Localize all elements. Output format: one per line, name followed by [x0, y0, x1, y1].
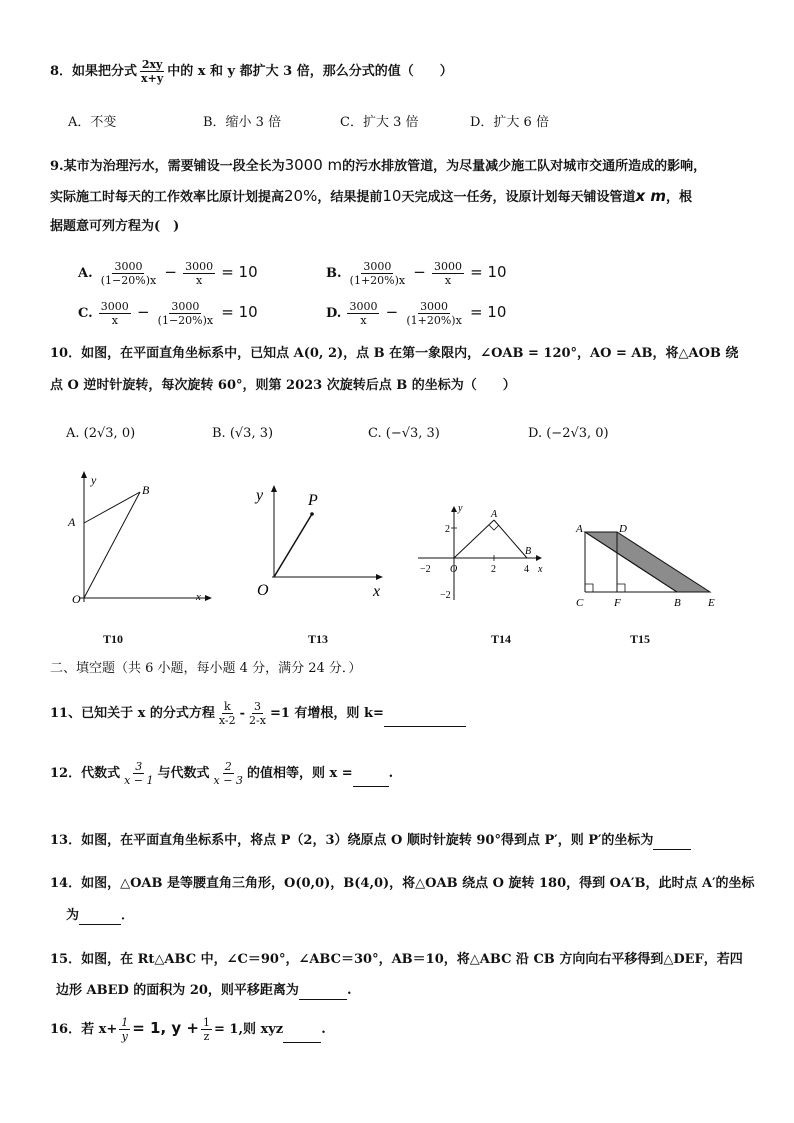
q14-answer-blank[interactable] — [79, 910, 121, 925]
question-14-line-1: 14．如图，△OAB 是等腰直角三角形，O(0,0)，B(4,0)，将△OAB 绕点 O 旋转 180，得到 OA′B，此时点 A′的坐标 — [50, 876, 755, 891]
question-12: 12．代数式 $\frac{3}{x - 1}$ 与代数式 $\frac{2}{x - 3}$ 的值相等，则 x = . — [50, 760, 394, 787]
q9-option-a: A. $\frac{3000}{(1-20\%)x}$ − $\frac{3000}{x}$ = 10 — [78, 260, 258, 287]
t14-label-o: O — [450, 564, 458, 575]
t14-label-a: A — [491, 509, 498, 520]
q13-answer-blank[interactable] — [653, 835, 691, 850]
q11-answer-blank[interactable] — [384, 712, 466, 727]
question-14-line-2: 为 ． — [66, 908, 135, 923]
t14-segment-oa — [454, 520, 494, 558]
q9-option-c: C. $\frac{3000}{x}$ − $\frac{3000}{(1-20\%)x}$ = 10 — [78, 300, 258, 327]
t15-label-e: E — [708, 597, 715, 609]
section-2-heading: 二、填空题（共 6 小题，每小题 4 分，满分 24 分．） — [50, 661, 362, 676]
q10-option-b: B. (√3, 3) — [212, 426, 274, 441]
t13-label-p: P — [308, 492, 318, 509]
figures-row — [40, 460, 780, 620]
q16-answer-blank[interactable] — [283, 1028, 321, 1043]
figure-t13 — [254, 485, 383, 600]
t14-tick-x-4: 4 — [524, 564, 529, 575]
q15-answer-blank[interactable] — [299, 985, 347, 1000]
question-8: 8．如果把分式 $\frac{2xy}{x+y}$ 中的 x 和 y 都扩大 3 倍，那么分式的值（ ） — [50, 58, 453, 85]
t15-label-c: C — [576, 597, 584, 609]
t10-label-x: x — [196, 591, 201, 603]
q8-option-d: D．扩大 6 倍 — [470, 115, 549, 130]
t13-label-x: x — [373, 583, 381, 600]
q10-option-c: C. (−√3, 3) — [368, 426, 440, 441]
q8-fraction: $\frac{2xy}{x+y}$ — [141, 58, 164, 85]
t14-tick-y-neg2: −2 — [440, 590, 451, 601]
t15-label-d: D — [619, 523, 627, 535]
question-15-line-1: 15．如图，在 Rt△ABC 中，∠C＝90°，∠ABC＝30°，AB＝10，将△ABC 沿 CB 方向向右平移得到△DEF，若四 — [50, 952, 743, 967]
t13-label-y: y — [256, 487, 264, 504]
q9-option-b: B. $\frac{3000}{(1+20\%)x}$ − $\frac{3000}{x}$ = 10 — [326, 260, 507, 287]
t14-right-angle-mark — [489, 525, 499, 530]
figure-t14 — [418, 503, 543, 601]
question-10-line-1: 10．如图，在平面直角坐标系中，已知点 A(0, 2)，点 B 在第一象限内，∠OAB = 120°，AO = AB，将△AOB 绕 — [50, 346, 739, 361]
question-9-line-1: 9.某市为治理污水，需要铺设一段全长为3000 m的污水排放管道，为尽量减少施工队对城市交通所造成的影响， — [50, 156, 707, 174]
t15-parallelogram-abed — [585, 532, 710, 592]
figure-caption-t13: T13 — [308, 632, 329, 646]
t14-label-x: x — [538, 564, 543, 575]
t14-tick-x-2: 2 — [491, 564, 496, 575]
t15-label-f: F — [614, 597, 621, 609]
q9-option-d: D. $\frac{3000}{x}$ − $\frac{3000}{(1+20\%)x}$ = 10 — [326, 300, 507, 327]
t13-segment-op — [274, 514, 312, 577]
figure-caption-t14: T14 — [491, 632, 512, 646]
t10-label-a: A — [68, 515, 76, 529]
t14-tick-y-2: 2 — [445, 524, 450, 535]
q12-answer-blank[interactable] — [353, 772, 389, 787]
q8-option-a: A．不变 — [68, 115, 117, 130]
t10-label-o: O — [72, 592, 81, 606]
question-16: 16．若 x+ $\frac{1}{y}$ = 1, y + $\frac{1}{z}$ = 1,则 xyz . — [50, 1016, 326, 1043]
t14-label-b: B — [525, 546, 532, 557]
q8-option-c: C．扩大 3 倍 — [340, 115, 419, 130]
t14-label-y: y — [458, 503, 463, 514]
figure-caption-t10: T10 — [103, 632, 124, 646]
t13-point-p — [310, 512, 314, 516]
t10-label-y: y — [91, 473, 97, 487]
t10-label-b: B — [142, 483, 150, 497]
question-9-line-2: 实际施工时每天的工作效率比原计划提高20%，结果提前10天完成这一任务，设原计划每天铺设管道x m，根 — [50, 187, 693, 205]
t15-label-a: A — [576, 523, 583, 535]
question-10-line-2: 点 O 逆时针旋转，每次旋转 60°，则第 2023 次旋转后点 B 的坐标为（ ） — [50, 378, 516, 393]
t14-segment-ab — [494, 520, 527, 558]
figure-t10 — [67, 471, 212, 606]
question-13: 13．如图，在平面直角坐标系中，将点 P（2，3）绕原点 O 顺时针旋转 90°得到点 P′，则 P′的坐标为 — [50, 832, 691, 850]
q8-option-b: B．缩小 3 倍 — [203, 115, 282, 130]
figure-caption-t15: T15 — [630, 632, 651, 646]
figure-t15 — [575, 523, 715, 609]
question-15-line-2: 边形 ABED 的面积为 20，则平移距离为 . — [56, 983, 352, 998]
question-11: 11、已知关于 x 的分式方程 $\frac{k}{x-2}$ - $\frac{3}{2-x}$ =1 有增根，则 k= — [50, 700, 466, 727]
q10-option-d: D. (−2√3, 0) — [528, 426, 609, 441]
q10-option-a: A. (2√3, 0) — [66, 426, 136, 441]
t13-label-o: O — [257, 582, 269, 599]
question-9-line-3: 据题意可列方程为( ) — [50, 219, 180, 234]
t14-tick-x-neg2: −2 — [420, 564, 431, 575]
t15-label-b: B — [674, 597, 681, 609]
